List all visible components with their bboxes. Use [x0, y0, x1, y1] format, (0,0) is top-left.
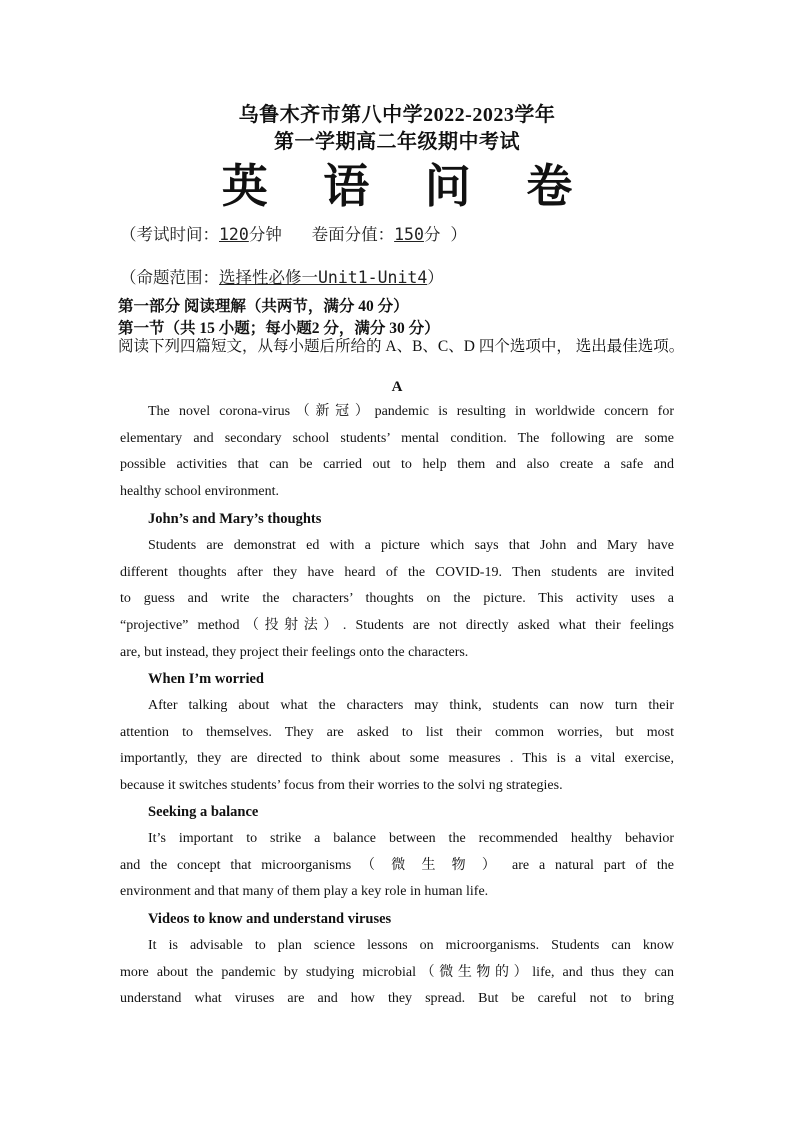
section-heading: 第一节（共 15 小题；每小题2 分，满分 30 分）	[118, 320, 440, 337]
text-line: because it switches students’ focus from their worries to the solvi ng strategies.	[120, 778, 563, 794]
part-heading: 第一部分 阅读理解（共两节，满分 40 分）	[118, 298, 409, 315]
time-value: 120	[219, 225, 249, 244]
instruction-text: 阅读下列四篇短文，从每小题后所给的 A、B、C、D 四个选项中， 选出最佳选项。	[118, 338, 685, 355]
text-line: elementary and secondary school students’ mental condition. The following are some	[120, 430, 674, 446]
text-line: are, but instead, they project their feelings onto the characters.	[120, 644, 469, 660]
text-line: The novel corona-virus（新冠）pandemic is resulting in worldwide concern for	[148, 404, 674, 419]
text-line: environment and that many of them play a key role in human life.	[120, 884, 489, 900]
subheading-videos: Videos to know and understand viruses	[148, 911, 392, 927]
paragraph-thoughts	[120, 533, 674, 667]
text-line: to guess and write the characters’ thoughts on the picture. This activity uses a	[120, 591, 674, 607]
subheading-thoughts: John’s and Mary’s thoughts	[148, 511, 322, 527]
school-name: 乌鲁木齐市第八中学2022-2023学年	[238, 104, 556, 126]
text-line: more about the pandemic by studying microbial（微生物的）life, and thus they can	[120, 964, 674, 980]
scope-label: （命题范围：	[120, 268, 219, 287]
scope-value: 选择性必修一Unit1-Unit4	[219, 268, 428, 287]
subheading-balance: Seeking a balance	[148, 804, 259, 820]
text-line: “projective” method（投射法）. Students are not directly asked what their feelings	[120, 618, 674, 634]
text-line: attention to themselves. They are asked to list their common worries, but most	[120, 724, 674, 740]
text-line: and the concept that microorganisms （ 微 生 物 ） are a natural part of the	[120, 857, 674, 873]
text-line: understand what viruses are and how they spread. But be careful not to bring	[120, 991, 674, 1007]
text-line: importantly, they are directed to think about some measures . This is a vital exercise,	[120, 751, 674, 767]
paragraph-videos	[120, 933, 674, 1013]
intro-paragraph	[120, 399, 674, 506]
scope-end: ）	[427, 268, 444, 287]
score-unit: 分 ）	[423, 225, 467, 244]
text-line: Students are demonstrat ed with a picture which says that John and Mary have	[148, 538, 674, 553]
time-label: （考试时间：	[120, 225, 219, 244]
subheading-worried: When I’m worried	[148, 671, 264, 687]
time-unit: 分钟 卷面分值：	[248, 225, 395, 244]
exam-info	[120, 221, 467, 245]
text-line: After talking about what the characters may think, students can now turn their	[148, 698, 674, 713]
paragraph-worried	[120, 693, 674, 800]
text-line: different thoughts after they have heard of the COVID-19. Then students are invited	[120, 564, 674, 580]
paper-title: 英 语 问 卷	[221, 161, 595, 212]
passage-letter: A	[391, 379, 403, 395]
text-line: It’s important to strike a balance between the recommended healthy behavior	[148, 831, 674, 846]
text-line: healthy school environment.	[120, 484, 280, 500]
score-value: 150	[394, 225, 424, 244]
text-line: It is advisable to plan science lessons on microorganisms. Students can know	[148, 938, 674, 953]
paragraph-balance	[120, 826, 674, 906]
exam-name: 第一学期高二年级期中考试	[274, 131, 520, 153]
text-line: possible activities that can be carried out to help them and also create a safe and	[120, 457, 674, 473]
scope-info	[120, 264, 444, 288]
